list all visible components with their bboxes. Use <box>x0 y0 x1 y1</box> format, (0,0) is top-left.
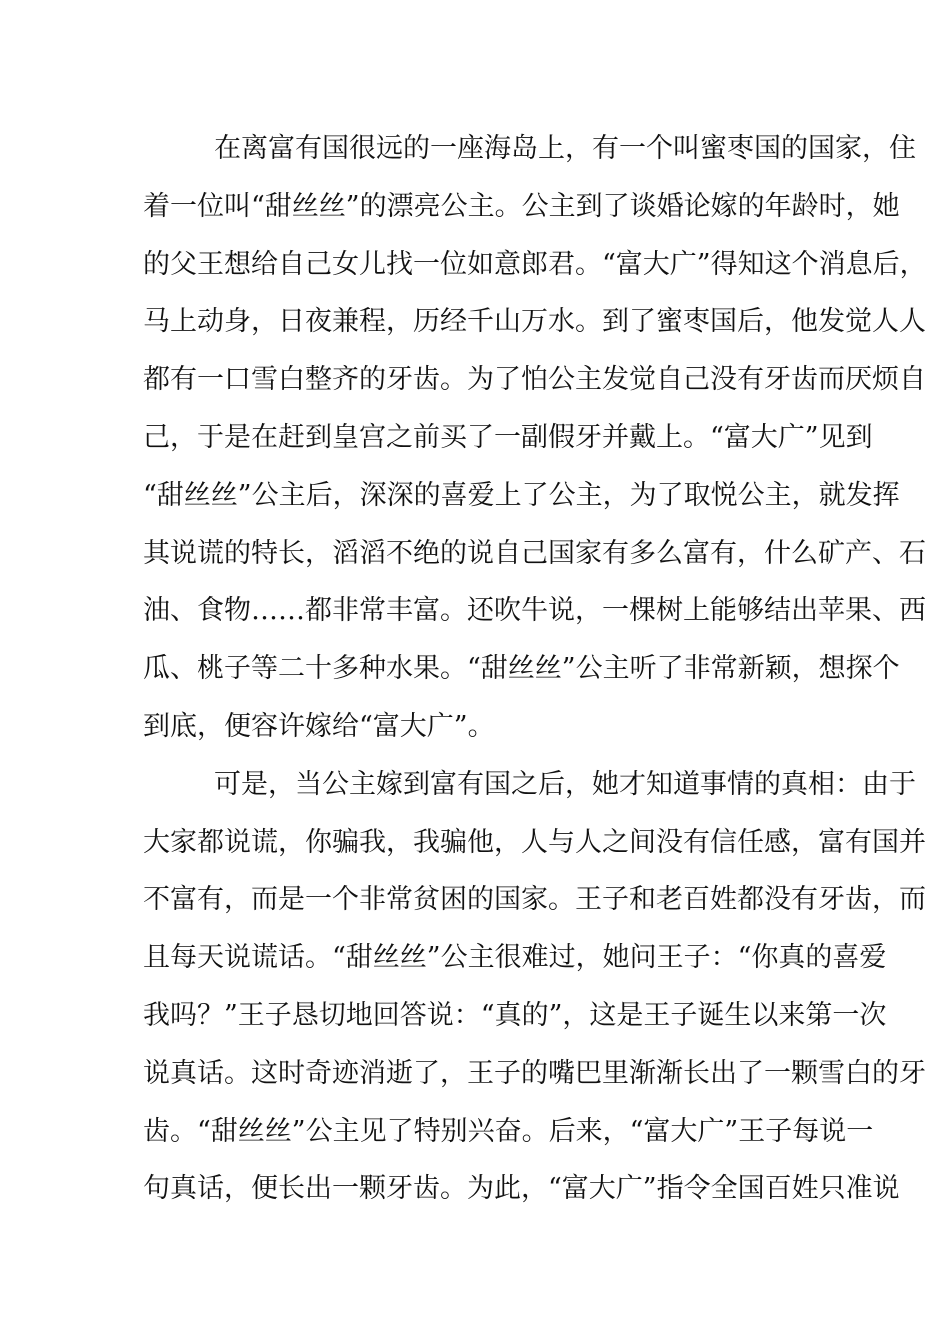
paragraph-line: 大家都说谎，你骗我，我骗他，人与人之间没有信任感，富有国并 <box>143 826 926 858</box>
paragraph-line: 不富有，而是一个非常贫困的国家。王子和老百姓都没有牙齿，而 <box>143 884 926 916</box>
paragraph-line: 可是，当公主嫁到富有国之后，她才知道事情的真相：由于 <box>214 768 916 800</box>
paragraph-line: 马上动身，日夜兼程，历经千山万水。到了蜜枣国后，他发觉人人 <box>143 306 926 338</box>
paragraph-line: 说真话。这时奇迹消逝了，王子的嘴巴里渐渐长出了一颗雪白的牙 <box>143 1057 926 1089</box>
paragraph-line: 且每天说谎话。“甜丝丝”公主很难过，她问王子：“你真的喜爱 <box>143 942 887 974</box>
paragraph-line: 我吗？”王子恳切地回答说：“真的”，这是王子诞生以来第一次 <box>143 999 887 1031</box>
paragraph-1 <box>143 120 927 756</box>
paragraph-2 <box>143 756 926 1218</box>
paragraph-line: 到底，便容许嫁给“富大广”。 <box>143 710 495 742</box>
paragraph-line: 齿。“甜丝丝”公主见了特别兴奋。后来，“富大广”王子每说一 <box>143 1115 874 1147</box>
paragraph-line: 己，于是在赶到皇宫之前买了一副假牙并戴上。“富大广”见到 <box>143 421 873 453</box>
paragraph-line: 瓜、桃子等二十多种水果。“甜丝丝”公主听了非常新颖，想探个 <box>143 653 900 685</box>
paragraph-line: 的父王想给自己女儿找一位如意郎君。“富大广”得知这个消息后， <box>143 248 927 280</box>
story-text <box>143 120 927 1218</box>
paragraph-line: 油、食物……都非常丰富。还吹牛说，一棵树上能够结出苹果、西 <box>143 595 926 627</box>
paragraph-line: 着一位叫“甜丝丝”的漂亮公主。公主到了谈婚论嫁的年龄时，她 <box>143 190 900 222</box>
paragraph-line: “甜丝丝”公主后，深深的喜爱上了公主，为了取悦公主，就发挥 <box>143 479 900 511</box>
paragraph-line: 其说谎的特长，滔滔不绝的说自己国家有多么富有，什么矿产、石 <box>143 537 926 569</box>
paragraph-line: 都有一口雪白整齐的牙齿。为了怕公主发觉自己没有牙齿而厌烦自 <box>143 364 926 396</box>
paragraph-line: 在离富有国很远的一座海岛上，有一个叫蜜枣国的国家，住 <box>214 133 916 164</box>
paragraph-line: 句真话，便长出一颗牙齿。为此，“富大广”指令全国百姓只准说 <box>143 1173 900 1205</box>
